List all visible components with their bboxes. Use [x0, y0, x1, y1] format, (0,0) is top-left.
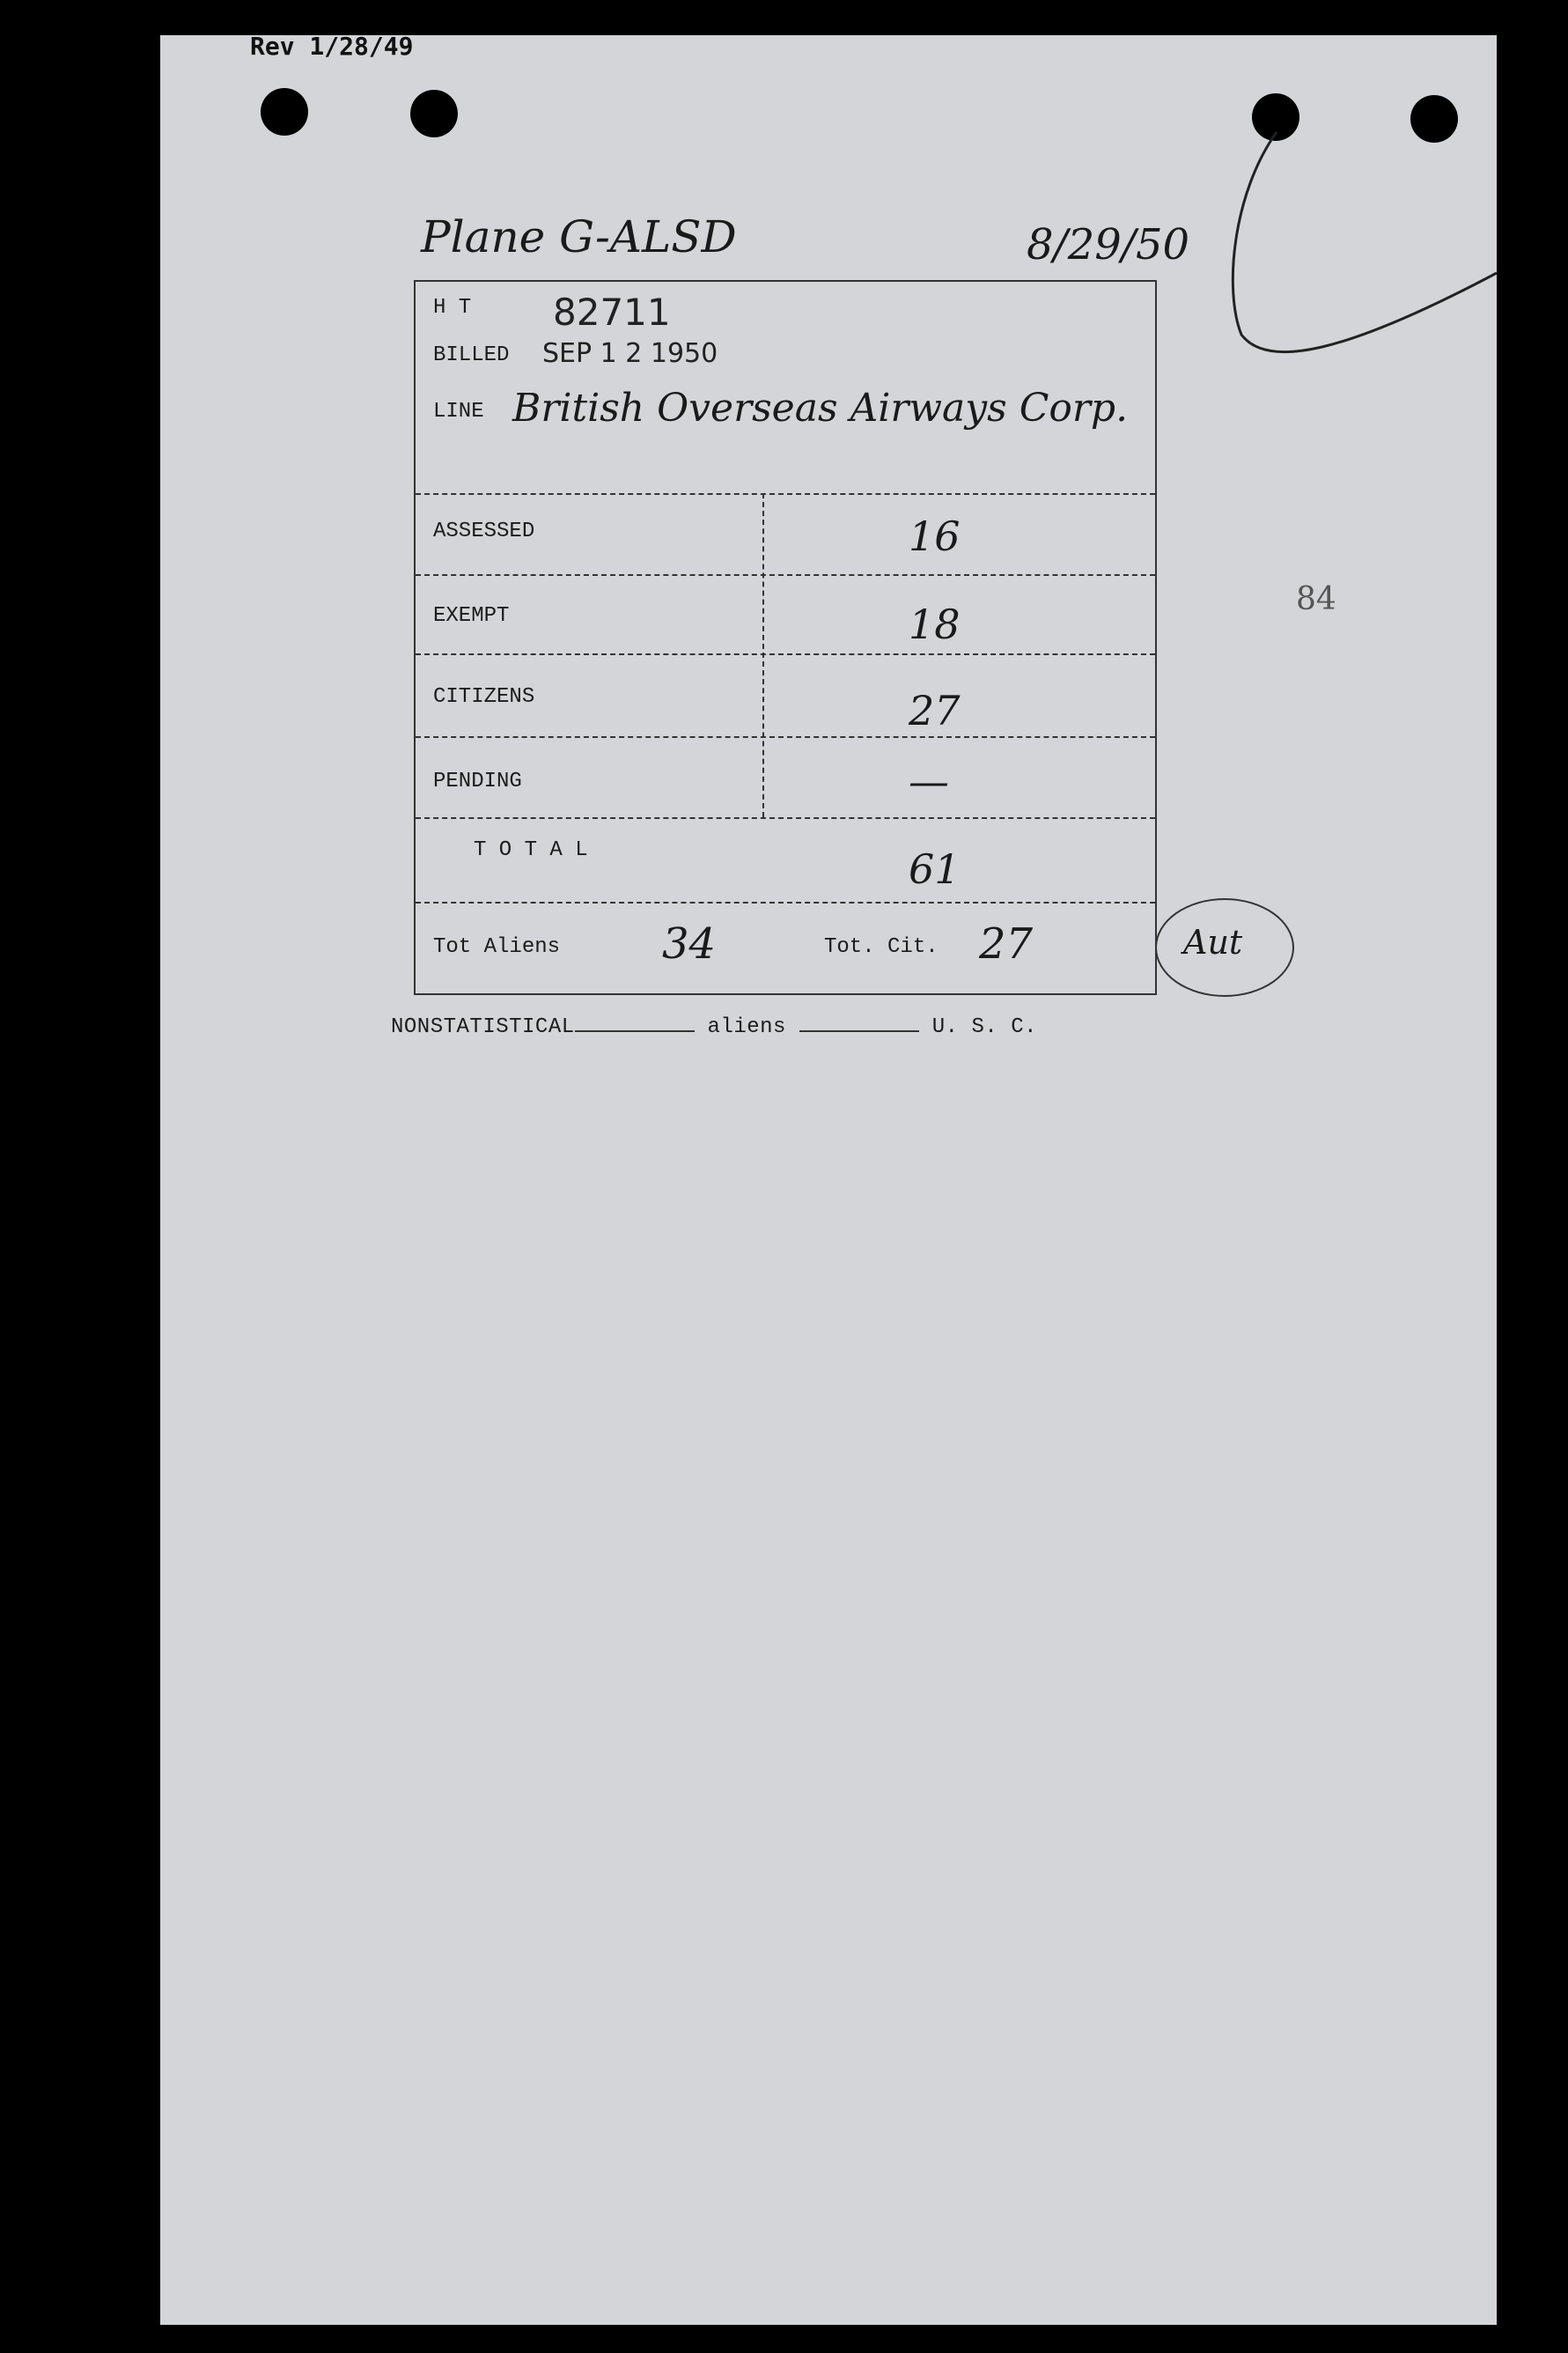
aliens-blank [799, 1030, 919, 1032]
tot-aliens-value: 34 [662, 919, 717, 969]
side-number: 84 [1296, 581, 1336, 617]
billed-label: BILLED [433, 343, 510, 367]
plane-id-handwritten: Plane G-ALSD [421, 211, 737, 262]
ht-number: 82711 [553, 291, 671, 334]
row-divider [416, 817, 1155, 819]
pen-stroke-mark [1215, 114, 1505, 379]
nonstatistical-label: NONSTATISTICAL [391, 1015, 575, 1039]
total-label: T O T A L [474, 838, 588, 862]
pending-value: — [909, 757, 949, 805]
exempt-value: 18 [909, 601, 961, 648]
row-divider [416, 902, 1155, 904]
date-handwritten: 8/29/50 [1027, 220, 1190, 269]
assessed-label: ASSESSED [433, 520, 535, 543]
tot-cit-label: Tot. Cit. [824, 935, 939, 959]
exempt-label: EXEMPT [433, 604, 510, 628]
circled-note [1155, 898, 1294, 997]
row-divider [416, 493, 1155, 495]
ht-label: H T [433, 296, 472, 320]
tot-cit-value: 27 [979, 919, 1034, 969]
punch-hole [261, 88, 308, 136]
punch-hole [410, 90, 458, 137]
row-divider [416, 653, 1155, 655]
row-divider [416, 574, 1155, 576]
pending-label: PENDING [433, 770, 522, 793]
row-divider [416, 736, 1155, 738]
assessed-value: 16 [909, 513, 961, 560]
circled-note-text: Aut [1183, 923, 1243, 962]
column-divider [762, 493, 764, 817]
usc-label: U. S. C. [931, 1015, 1037, 1039]
nonstatistical-line [391, 1015, 1037, 1039]
citizens-value: 27 [909, 687, 961, 734]
nonstatistical-blank [575, 1030, 695, 1032]
line-name-handwritten: British Overseas Airways Corp. [512, 386, 1129, 431]
citizens-label: CITIZENS [433, 685, 535, 709]
tot-aliens-label: Tot Aliens [433, 935, 561, 959]
revision-label: Rev 1/28/49 [250, 32, 414, 61]
billed-date: SEP 1 2 1950 [542, 338, 718, 369]
aliens-label: aliens [707, 1015, 786, 1039]
line-label: LINE [433, 400, 484, 424]
manifest-form [414, 280, 1157, 995]
total-value: 61 [909, 845, 961, 893]
